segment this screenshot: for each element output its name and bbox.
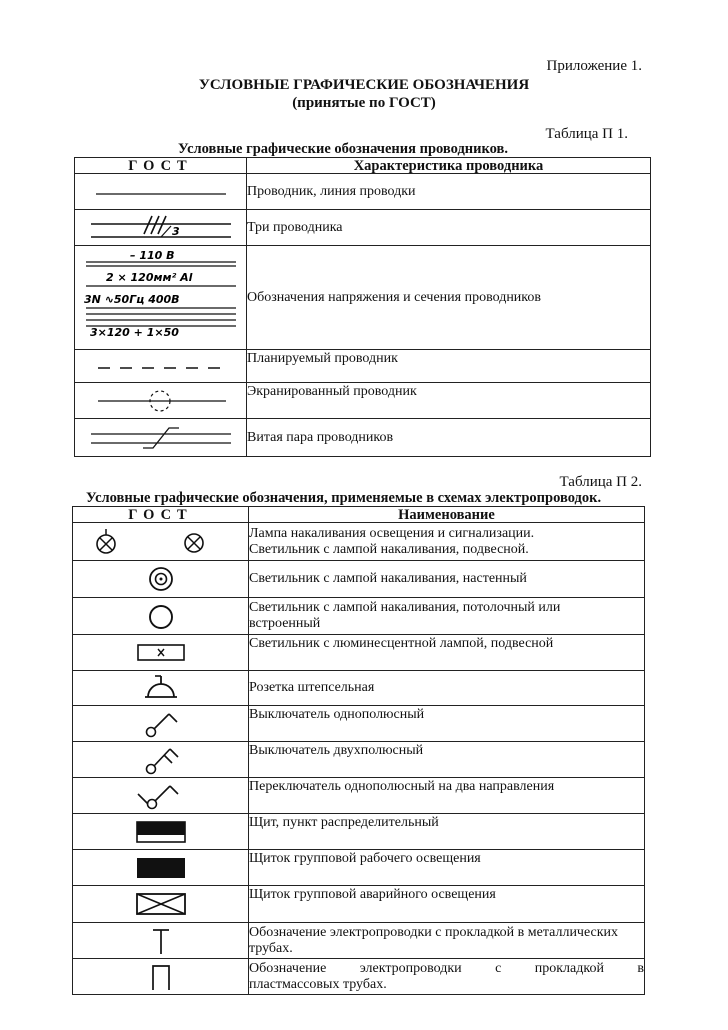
- voltage-label-1: – 110 В: [129, 248, 175, 262]
- table2-row-text: Лампа накаливания освещения и сигнализации. Светильник с лампой накаливания, подвесной.: [249, 523, 645, 561]
- table-row: [75, 383, 651, 419]
- wall-lamp-symbol: [73, 561, 249, 598]
- table-row: [73, 886, 645, 923]
- table2-row-text: Обозначение электропроводки с прокладкой в пластмассовых трубах.: [249, 959, 645, 995]
- table2-col-gost: ГОСТ: [73, 507, 249, 523]
- table-row: [73, 671, 645, 706]
- table2-caption: Условные графические обозначения, применяемые в схемах электропроводок.: [86, 490, 602, 506]
- table2-header-row: [73, 507, 645, 523]
- ceiling-lamp-symbol: [73, 598, 249, 635]
- table2-row-text: Щиток групповой аварийного освещения: [249, 886, 645, 923]
- table2-row-text: Щит, пункт распределительный: [249, 814, 645, 850]
- table-row: [73, 814, 645, 850]
- table2-number: Таблица П 2.: [559, 474, 642, 490]
- table-row: [75, 210, 651, 246]
- voltage-section-symbol: [75, 246, 247, 350]
- plastic-pipe-wiring-symbol: [73, 959, 249, 995]
- incandescent-pendant-lamp-symbol: [73, 523, 249, 561]
- table-row: [73, 959, 645, 995]
- table-row: [73, 850, 645, 886]
- table1-row-text: Планируемый проводник: [247, 350, 651, 383]
- table1-row-text: Экранированный проводник: [247, 383, 651, 419]
- three-conductors-symbol: [75, 210, 247, 246]
- distribution-board-symbol: [73, 814, 249, 850]
- voltage-label-3: 3N ∿50Гц 400В: [83, 292, 180, 306]
- table-row: [75, 246, 651, 350]
- double-pole-switch-symbol: [73, 742, 249, 778]
- table1-row-text: Три проводника: [247, 210, 651, 246]
- table-row: [75, 350, 651, 383]
- table1-number: Таблица П 1.: [545, 126, 628, 142]
- table-row: [73, 598, 645, 635]
- voltage-label-2: 2 × 120мм² Al: [105, 270, 192, 284]
- fluorescent-lamp-symbol: [73, 635, 249, 671]
- table-row: [73, 635, 645, 671]
- twisted-pair-symbol: [75, 419, 247, 457]
- dashed-line-symbol: [75, 350, 247, 383]
- metal-pipe-wiring-symbol: [73, 923, 249, 959]
- table2-row-text: Переключатель однополюсный на два направления: [249, 778, 645, 814]
- table-row: [75, 174, 651, 210]
- table2-row-text: Обозначение электропроводки с прокладкой в металлических трубах.: [249, 923, 645, 959]
- table-row: [75, 419, 651, 457]
- table2-row-text: Светильник с лампой накаливания, настенный: [249, 561, 645, 598]
- table1-caption: Условные графические обозначения проводников.: [178, 141, 509, 157]
- table2-row-text: Выключатель однополюсный: [249, 706, 645, 742]
- table1-row-text: Витая пара проводников: [247, 419, 651, 457]
- table-row: [73, 923, 645, 959]
- document-title: УСЛОВНЫЕ ГРАФИЧЕСКИЕ ОБОЗНАЧЕНИЯ: [198, 77, 530, 93]
- table2: [72, 506, 645, 995]
- table-row: [73, 706, 645, 742]
- socket-symbol: [73, 671, 249, 706]
- conductor-line-symbol: [75, 174, 247, 210]
- emergency-panel-symbol: [73, 886, 249, 923]
- table2-row-text: Светильник с лампой накаливания, потолочный или встроенный: [249, 598, 645, 635]
- table1-row-text: Проводник, линия проводки: [247, 174, 651, 210]
- voltage-label-4: 3×120 + 1×50: [89, 325, 179, 339]
- document-subtitle: (принятые по ГОСТ): [292, 95, 436, 111]
- shielded-conductor-symbol: [75, 383, 247, 419]
- lighting-panel-symbol: [73, 850, 249, 886]
- appendix-label: Приложение 1.: [546, 58, 642, 74]
- table1-col-gost: ГОСТ: [75, 158, 247, 174]
- table1-row-text: Обозначения напряжения и сечения проводников: [247, 246, 651, 350]
- table2-row-text: Выключатель двухполюсный: [249, 742, 645, 778]
- three-conductors-label: 3: [171, 224, 180, 238]
- table-row: [73, 523, 645, 561]
- table1-header-row: [75, 158, 651, 174]
- table-row: [73, 561, 645, 598]
- table2-col-name: Наименование: [249, 507, 645, 523]
- table1-col-description: Характеристика проводника: [247, 158, 651, 174]
- table1: [74, 157, 651, 457]
- table-row: [73, 778, 645, 814]
- table-row: [73, 742, 645, 778]
- table2-row-text: Розетка штепсельная: [249, 671, 645, 706]
- table2-row-text: Щиток групповой рабочего освещения: [249, 850, 645, 886]
- single-pole-switch-symbol: [73, 706, 249, 742]
- changeover-switch-symbol: [73, 778, 249, 814]
- table2-row-text: Светильник с люминесцентной лампой, подвесной: [249, 635, 645, 671]
